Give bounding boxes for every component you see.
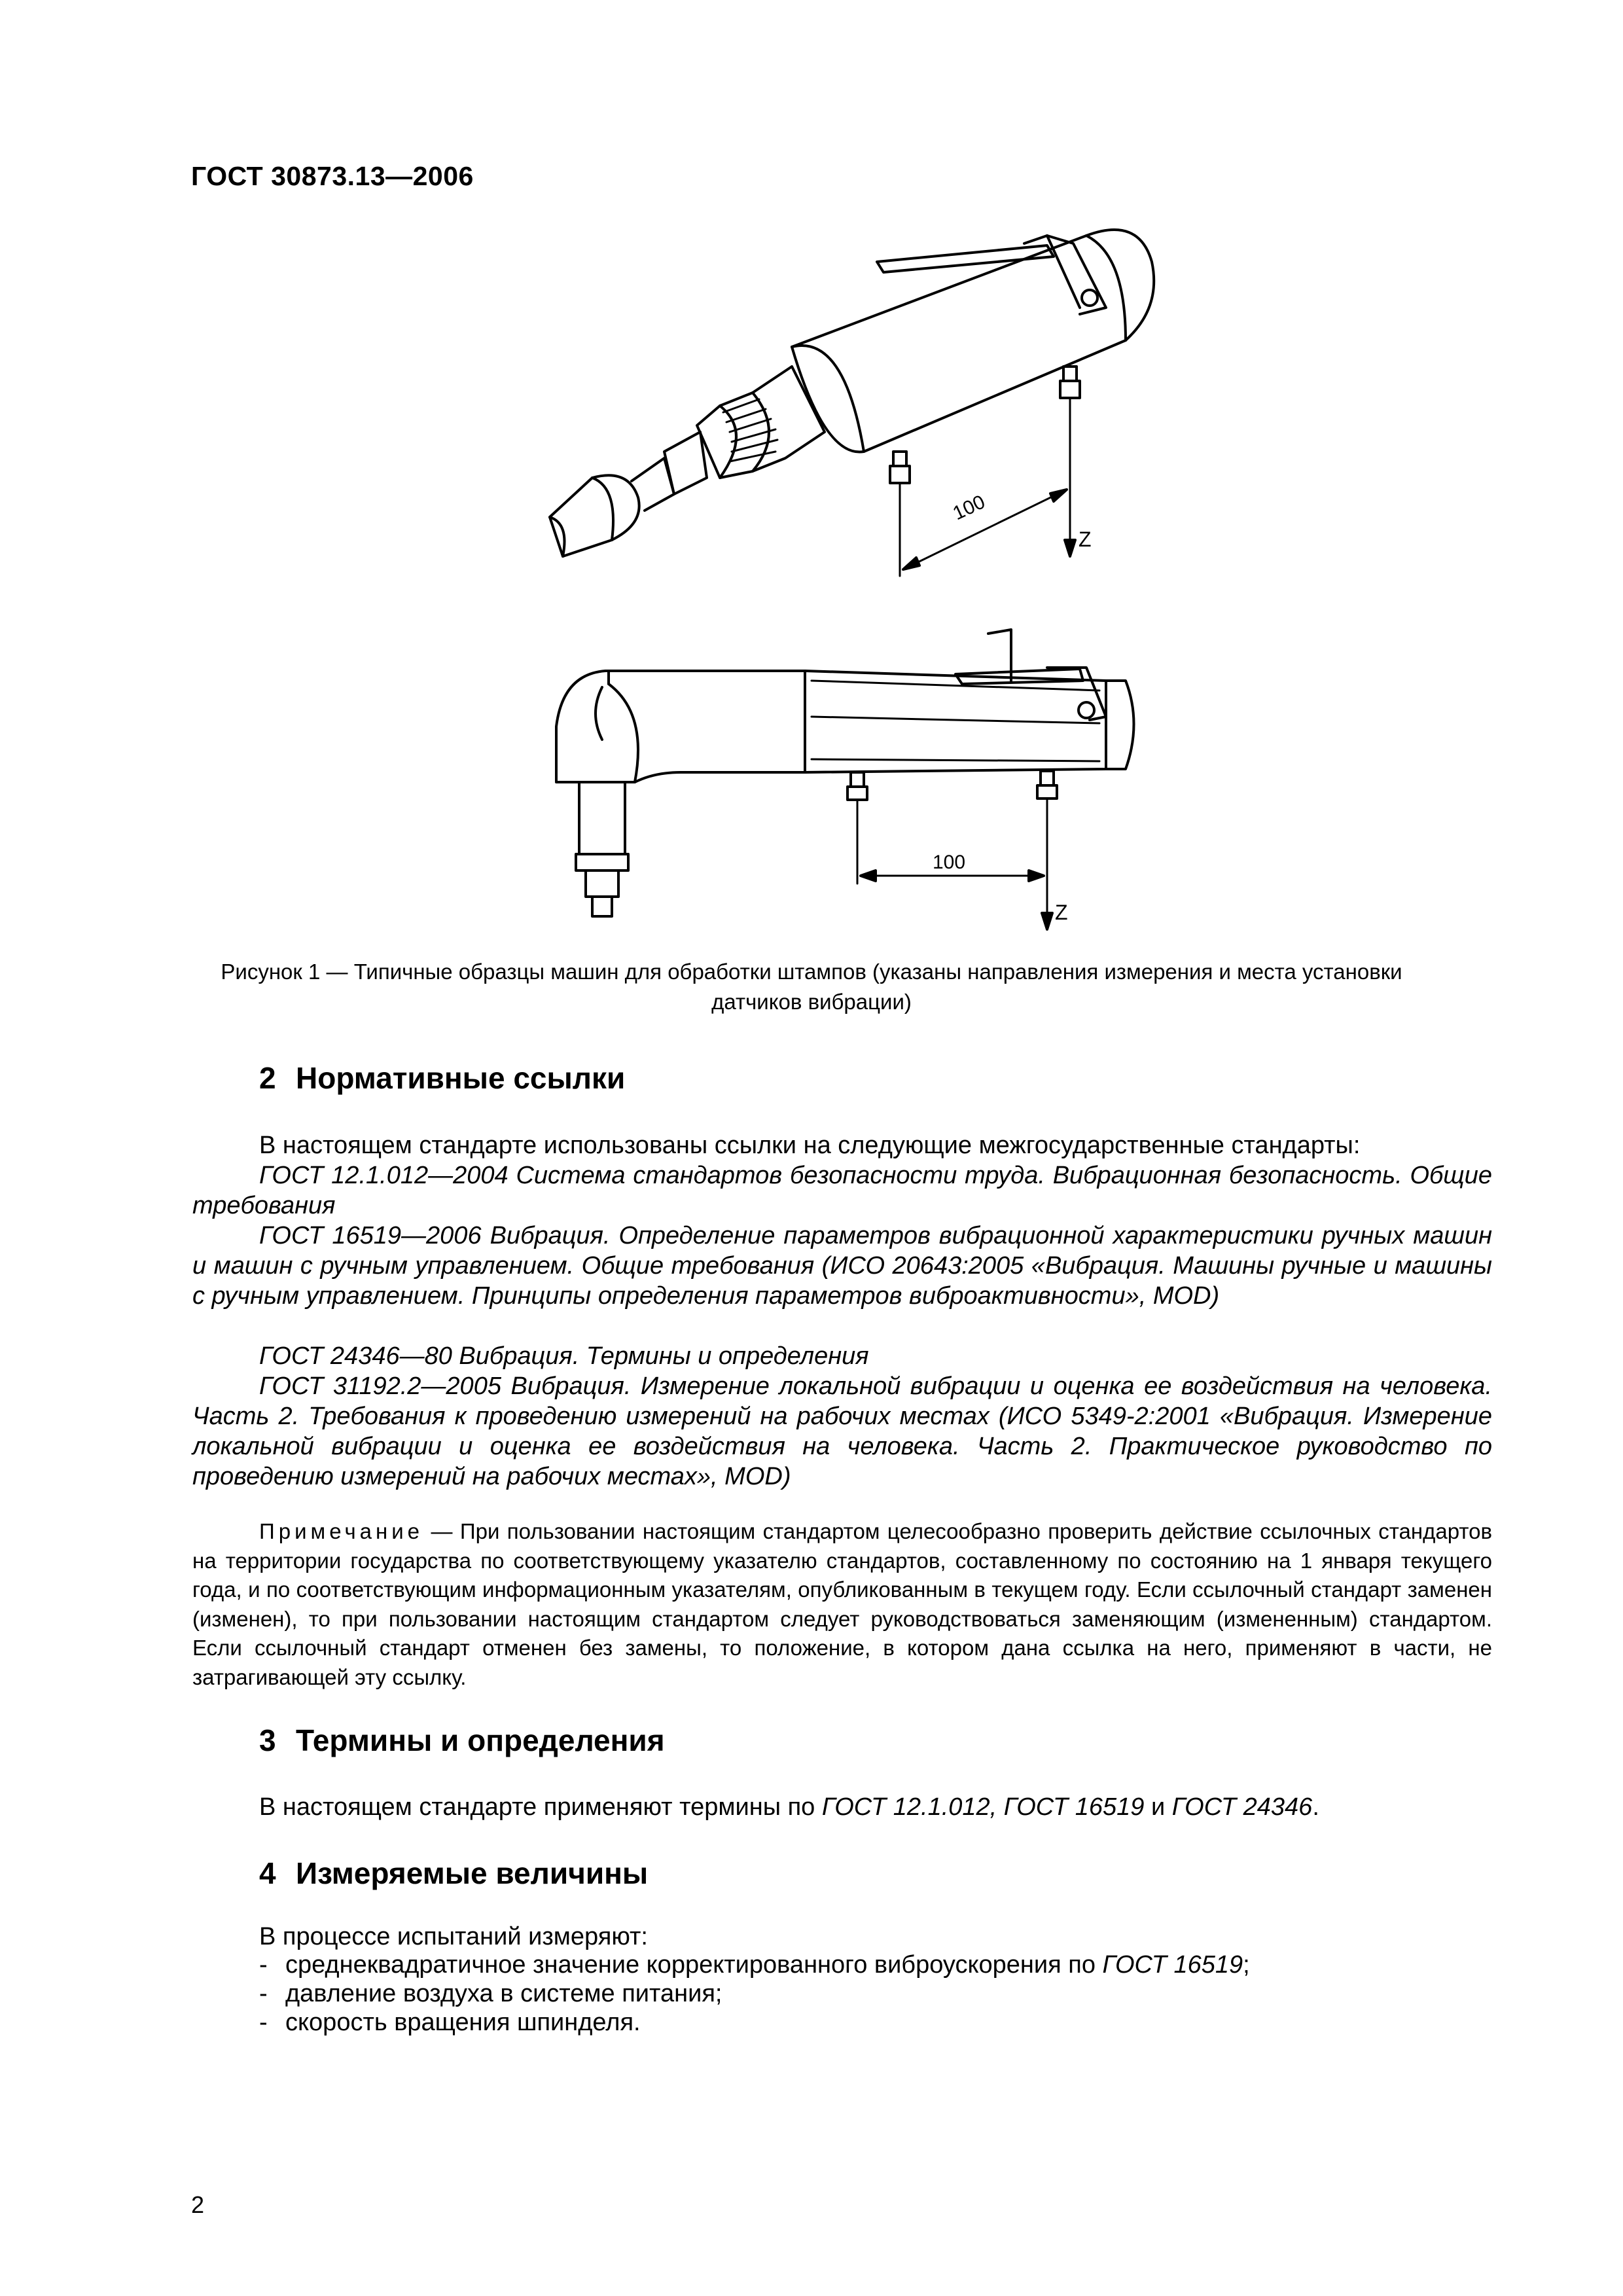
section-title: Измеряемые величины bbox=[296, 1856, 649, 1890]
section-4-heading bbox=[259, 1856, 648, 1891]
list-item bbox=[259, 1979, 1250, 2008]
reference-run: ГОСТ 16519 bbox=[1102, 1951, 1243, 1979]
list-dash: - bbox=[259, 1980, 268, 2007]
sensor-mount-bottom-rear bbox=[1037, 771, 1057, 798]
section-4-intro: В процессе испытаний измеряют: bbox=[259, 1923, 648, 1950]
figure-1-drawing bbox=[0, 0, 1623, 949]
list-text: среднеквадратичное значение корректированного виброускорения по bbox=[285, 1951, 1103, 1979]
dimension-label-bottom: 100 bbox=[933, 852, 966, 873]
straight-grinder-drawing bbox=[550, 230, 1154, 576]
text-run: В настоящем стандарте применяют термины по bbox=[259, 1793, 822, 1821]
sensor-mount-rear bbox=[1060, 367, 1080, 398]
section-3-heading bbox=[259, 1723, 665, 1758]
document-header: ГОСТ 30873.13—2006 bbox=[191, 161, 474, 191]
note-label: Примечание bbox=[259, 1519, 424, 1543]
list-dash: - bbox=[259, 1951, 268, 1979]
reference-item: ГОСТ 31192.2—2005 Вибрация. Измерение локальной вибрации и оценка ее воздействия на человека. Часть 2. Требования к проведению измерений на рабочих местах (ИСО 5349-2:2001 «Вибрация. Измерение локальной вибрации и оценка ее воздействия на человека. Часть 2. Практическое руководство по проведению измерений на рабочих местах», MOD) bbox=[192, 1372, 1492, 1490]
reference-item: ГОСТ 16519—2006 Вибрация. Определение параметров вибрационной характеристики ручных машин и машин с ручным управлением. Общие требования (ИСО 20643:2005 «Вибрация. Машины ручные и машины с ручным управлением. Принципы определения параметров виброактивности», MOD) bbox=[192, 1222, 1492, 1310]
list-dash: - bbox=[259, 2009, 268, 2036]
section-2-heading bbox=[259, 1060, 625, 1096]
section-title: Нормативные ссылки bbox=[296, 1061, 626, 1095]
list-text: давление воздуха в системе питания; bbox=[285, 1980, 722, 2007]
list-item bbox=[259, 2008, 1250, 2037]
section-number: 2 bbox=[259, 1061, 276, 1095]
note-paragraph bbox=[192, 1517, 1492, 1692]
list-text: скорость вращения шпинделя. bbox=[285, 2009, 641, 2036]
angle-grinder-drawing bbox=[556, 630, 1134, 929]
list-text-end: ; bbox=[1243, 1951, 1250, 1979]
text-run: . bbox=[1312, 1793, 1319, 1821]
sensor-mount-front bbox=[890, 452, 910, 483]
text-run: и bbox=[1144, 1793, 1172, 1821]
measured-values-list bbox=[259, 1950, 1250, 2037]
reference-run: ГОСТ 12.1.012, ГОСТ 16519 bbox=[821, 1793, 1145, 1821]
section-title: Термины и определения bbox=[296, 1723, 665, 1757]
figure-caption: Рисунок 1 — Типичные образцы машин для обработки штампов (указаны направления измерения и места установки датчиков вибрации) bbox=[221, 960, 1402, 1014]
note-text: — При пользовании настоящим стандартом целесообразно проверить действие ссылочных стандартов на территории государства по соответствующему указателю стандартов, составленному по состоянию на 1 января текущего года, и по соответствующим информационным указателям, опубликованным в текущем году. Если ссылочный стандарт заменен (изменен), то при пользовании настоящим стандартом следует руководствоваться заменяющим (измененным) стандартом. Если ссылочный стандарт отменен без замены, то положение, в котором дана ссылка на него, применяют в части, не затрагивающей эту ссылку. bbox=[192, 1519, 1492, 1689]
axis-label-bottom: Z bbox=[1055, 901, 1068, 924]
section-2-intro: В настоящем стандарте использованы ссылки на следующие межгосударственные стандарты: bbox=[259, 1132, 1361, 1159]
axis-label-top: Z bbox=[1079, 528, 1092, 551]
page-number: 2 bbox=[191, 2191, 205, 2218]
dimension-label-top: 100 bbox=[950, 491, 989, 525]
reference-item: ГОСТ 24346—80 Вибрация. Термины и определения bbox=[259, 1342, 869, 1370]
section-number: 3 bbox=[259, 1723, 276, 1757]
section-3-text bbox=[259, 1792, 1319, 1822]
reference-item: ГОСТ 12.1.012—2004 Система стандартов безопасности труда. Вибрационная безопасность. Общие требования bbox=[192, 1162, 1492, 1219]
list-item bbox=[259, 1950, 1250, 1979]
reference-run: ГОСТ 24346 bbox=[1171, 1793, 1313, 1821]
section-number: 4 bbox=[259, 1856, 276, 1890]
sensor-mount-bottom-front bbox=[847, 772, 867, 800]
